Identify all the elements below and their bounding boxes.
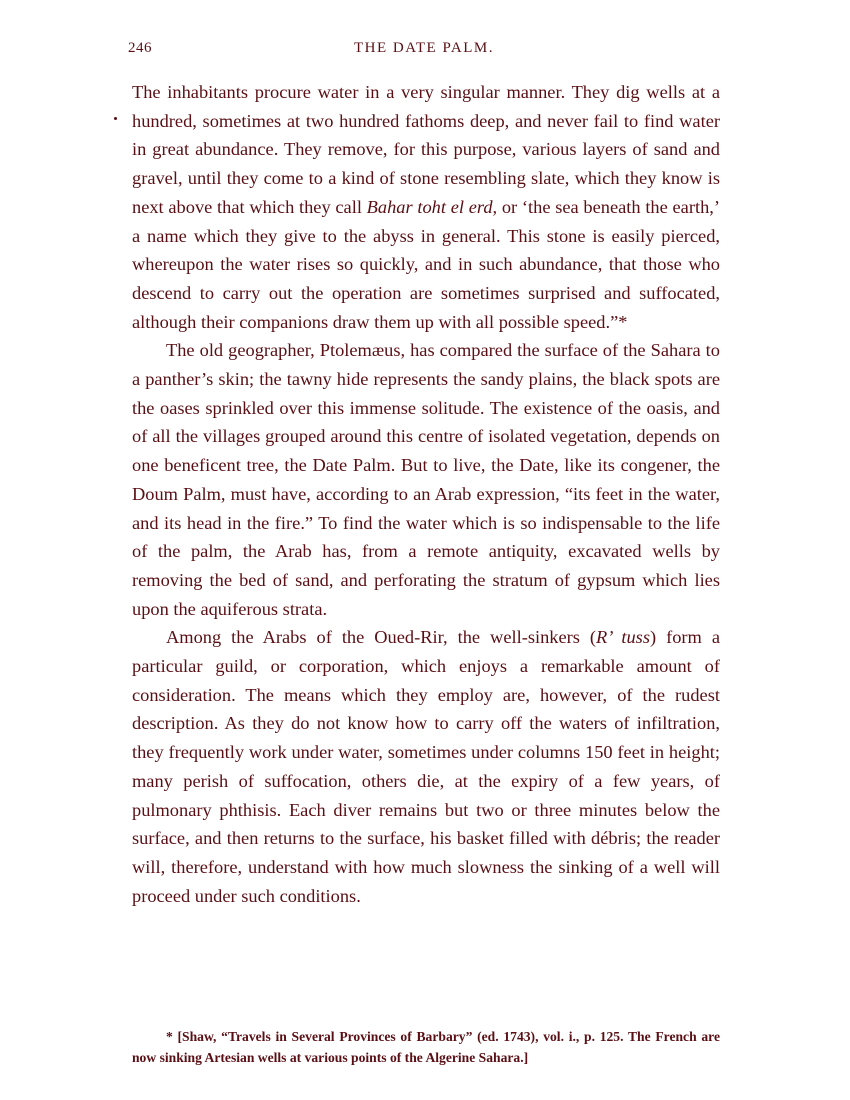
body-text [132, 78, 720, 910]
paragraph-3-italic-term: R’ tuss [596, 627, 650, 648]
page-number: 246 [128, 40, 152, 56]
margin-mark [114, 117, 117, 120]
paragraph-3-text-a: Among the Arabs of the Oued-Rir, the well-sinkers ( [166, 627, 597, 648]
paragraph-1-text-b: or ‘the sea beneath the earth,’ a name which they give to the abyss in general. This stone is easily pierced, whereupon the water rises so quickly, and in such abundance, that those who descend to carry out the operation are sometimes surprised and suffocated, although their companions draw them up with all possible speed.”* [132, 196, 720, 332]
paragraph-1-text-a: The inhabitants procure water in a very singular manner. They dig wells at a hundred, sometimes at two hundred fathoms deep, and never fail to find water in great abundance. They remove, for this purpose, various layers of sand and gravel, until they come to a kind of stone resembling slate, which they know is next above that which they call [132, 82, 720, 217]
running-title: THE DATE PALM. [353, 40, 495, 56]
paragraph-3 [132, 623, 720, 910]
paragraph-2: The old geographer, Ptolemæus, has compared the surface of the Sahara to a panther’s skin; the tawny hide represents the sandy plains, the black spots are the oases sprinkled over this immense solitude. The existence of the oasis, and of all the villages grouped around this centre of isolated vegetation, depends on one beneficent tree, the Date Palm. But to live, the Date, like its congener, the Doum Palm, must have, according to an Arab expression, “its feet in the water, and its head in the fire.” To find the water which is so indispensable to the life of the palm, the Arab has, from a remote antiquity, excavated wells by removing the bed of sand, and perforating the stratum of gypsum which lies upon the aquiferous strata. [132, 340, 720, 619]
running-head [128, 40, 720, 60]
paragraph-1 [132, 78, 720, 336]
footnote: * [Shaw, “Travels in Several Provinces of Barbary” (ed. 1743), vol. i., p. 125. The French are now sinking Artesian wells at various points of the Algerine Sahara.] [132, 1028, 720, 1065]
paragraph-1-italic-phrase: Bahar toht el erd, [366, 196, 498, 217]
paragraph-3-text-b: ) form a particular guild, or corporation, which enjoys a remarkable amount of consideration. The means which they employ are, however, of the rudest description. As they do not know how to carry off the waters of infiltration, they frequently work under water, sometimes under columns 150 feet in height; many perish of suffocation, others die, at the expiry of a few years, of pulmonary phthisis. Each diver remains but two or three minutes below the surface, and then returns to the surface, his basket filled with débris; the reader will, therefore, understand with how much slowness the sinking of a well will proceed under such conditions. [132, 627, 720, 906]
